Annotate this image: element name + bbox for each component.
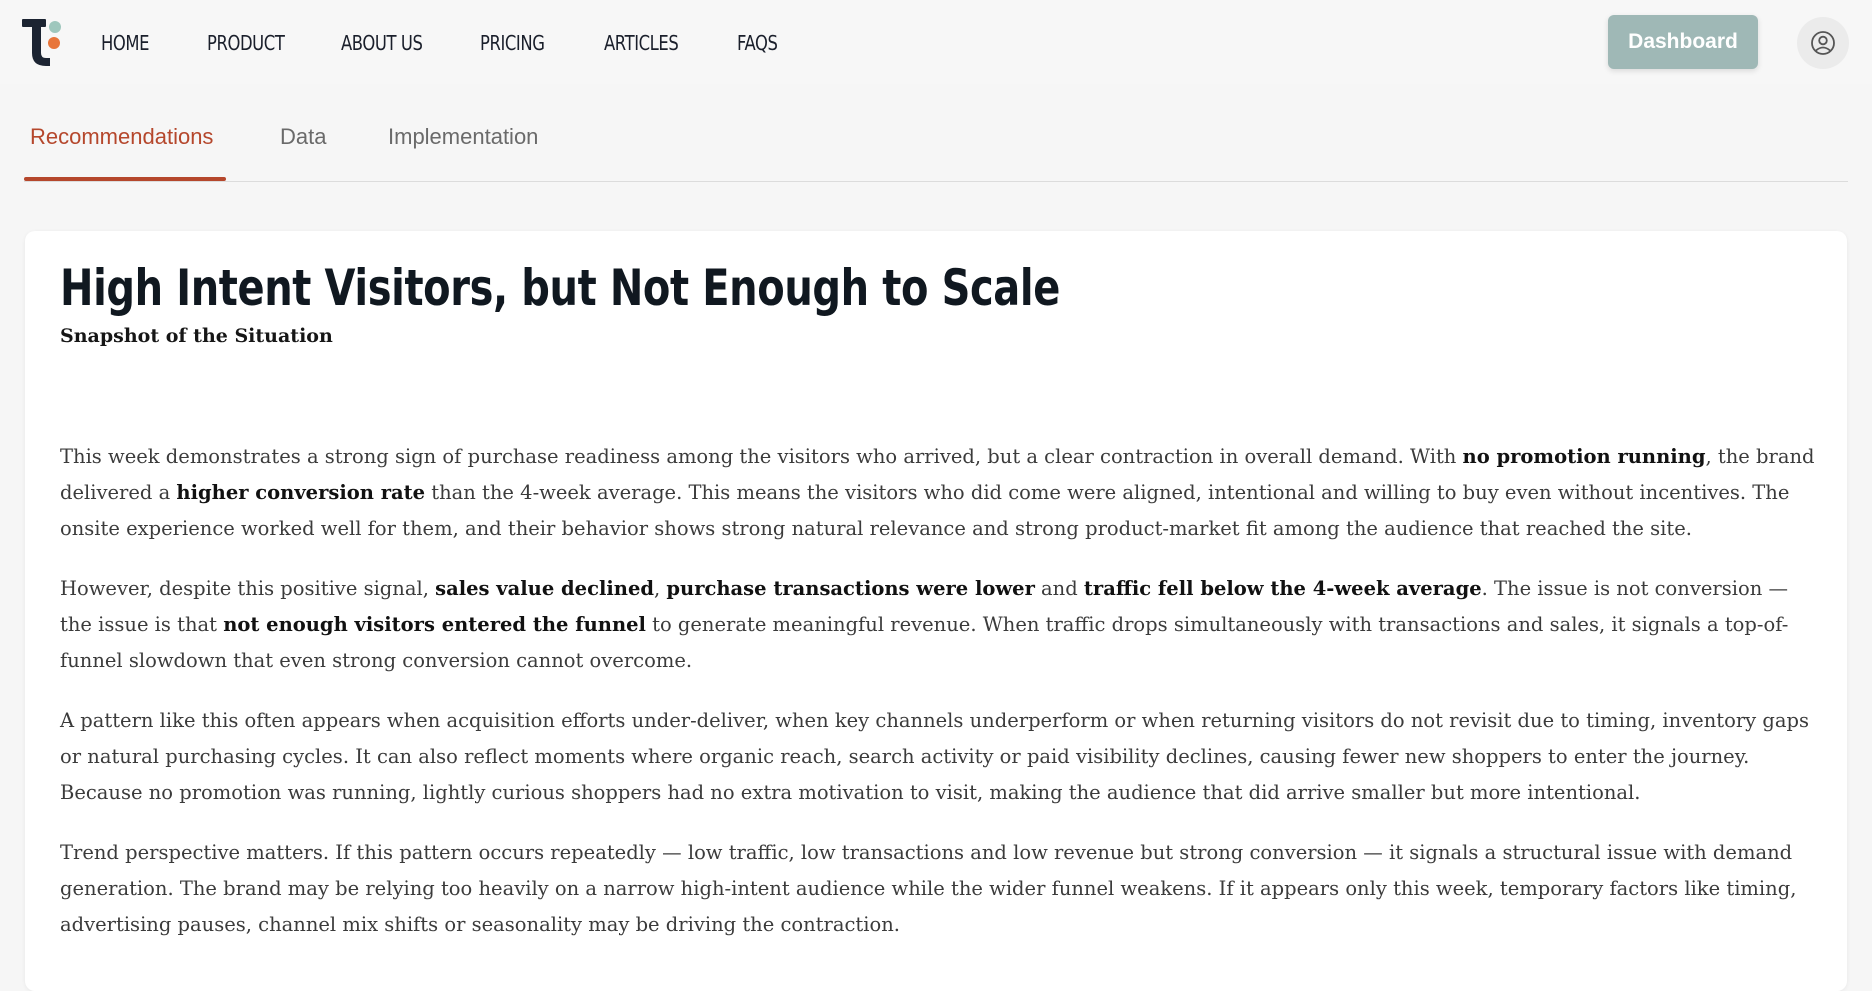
emphasis-text: traffic fell below the 4-week average [1083, 577, 1482, 600]
paragraph-text: However, despite this positive signal, [60, 577, 436, 600]
active-tab-indicator [24, 177, 226, 181]
dashboard-button[interactable]: Dashboard [1608, 15, 1758, 69]
body-paragraph [60, 703, 1820, 811]
report-tabs [24, 110, 1848, 182]
top-navigation-bar [0, 0, 1872, 84]
emphasis-text: not enough visitors entered the funnel [223, 613, 646, 636]
nav-articles[interactable]: ARTICLES [604, 31, 679, 55]
nav-pricing[interactable]: PRICING [480, 31, 545, 55]
paragraph-text: , the brand delivered a [60, 445, 1815, 504]
paragraph-text: and [1034, 577, 1084, 600]
tab-implementation[interactable]: Implementation [388, 124, 539, 149]
brand-logo[interactable] [22, 17, 66, 67]
paragraph-text: to generate meaningful revenue. When traffic drops simultaneously with transactions and sales, it signals a top-of-funnel slowdown that even strong conversion cannot overcome. [60, 613, 1789, 672]
nav-faqs[interactable]: FAQS [737, 31, 778, 55]
emphasis-text: no promotion running [1462, 445, 1706, 468]
user-account-button[interactable] [1797, 17, 1849, 69]
emphasis-text: higher conversion rate [176, 481, 426, 504]
card-subtitle: Snapshot of the Situation [60, 325, 333, 347]
paragraph-text: This week demonstrates a strong sign of purchase readiness among the visitors who arrived, but a clear contraction in overall demand. With [60, 445, 1463, 468]
card-title: High Intent Visitors, but Not Enough to Scale [60, 259, 1060, 317]
tab-data[interactable]: Data [280, 124, 327, 149]
paragraph-text: than the 4-week average. This means the visitors who did come were aligned, intentional and willing to buy even without incentives. The onsite experience worked well for them, and their behavior shows strong natural relevance and strong product-market fit among the audience that reached the site. [60, 481, 1790, 540]
emphasis-text: sales value declined [435, 577, 654, 600]
card-body [60, 439, 1820, 967]
tab-recommendations[interactable]: Recommendations [30, 124, 214, 149]
body-paragraph [60, 571, 1820, 679]
body-paragraph [60, 439, 1820, 547]
user-circle-icon [1810, 30, 1836, 56]
nav-product[interactable]: PRODUCT [207, 31, 285, 55]
nav-about-us[interactable]: ABOUT US [341, 31, 423, 55]
paragraph-text: Trend perspective matters. If this pattern occurs repeatedly — low traffic, low transactions and low revenue but strong conversion — it signals a structural issue with demand generation. The brand may be relying too heavily on a narrow high-intent audience while the wider funnel weakens. If it appears only this week, temporary factors like timing, advertising pauses, channel mix shifts or seasonality may be driving the contraction. [60, 841, 1797, 936]
paragraph-text: , [654, 577, 667, 600]
nav-home[interactable]: HOME [101, 31, 150, 55]
paragraph-text: . The issue is not conversion — the issue is that [60, 577, 1788, 636]
recommendation-card [25, 231, 1847, 991]
body-paragraph [60, 835, 1820, 943]
emphasis-text: purchase transactions were lower [666, 577, 1035, 600]
paragraph-text: A pattern like this often appears when acquisition efforts under-deliver, when key channels underperform or when returning visitors do not revisit due to timing, inventory gaps or natural purchasing cycles. It can also reflect moments where organic reach, search activity or paid visibility declines, causing fewer new shoppers to enter the journey. Because no promotion was running, lightly curious shoppers had no extra motivation to visit, making the audience that did arrive smaller but more intentional. [60, 709, 1809, 804]
